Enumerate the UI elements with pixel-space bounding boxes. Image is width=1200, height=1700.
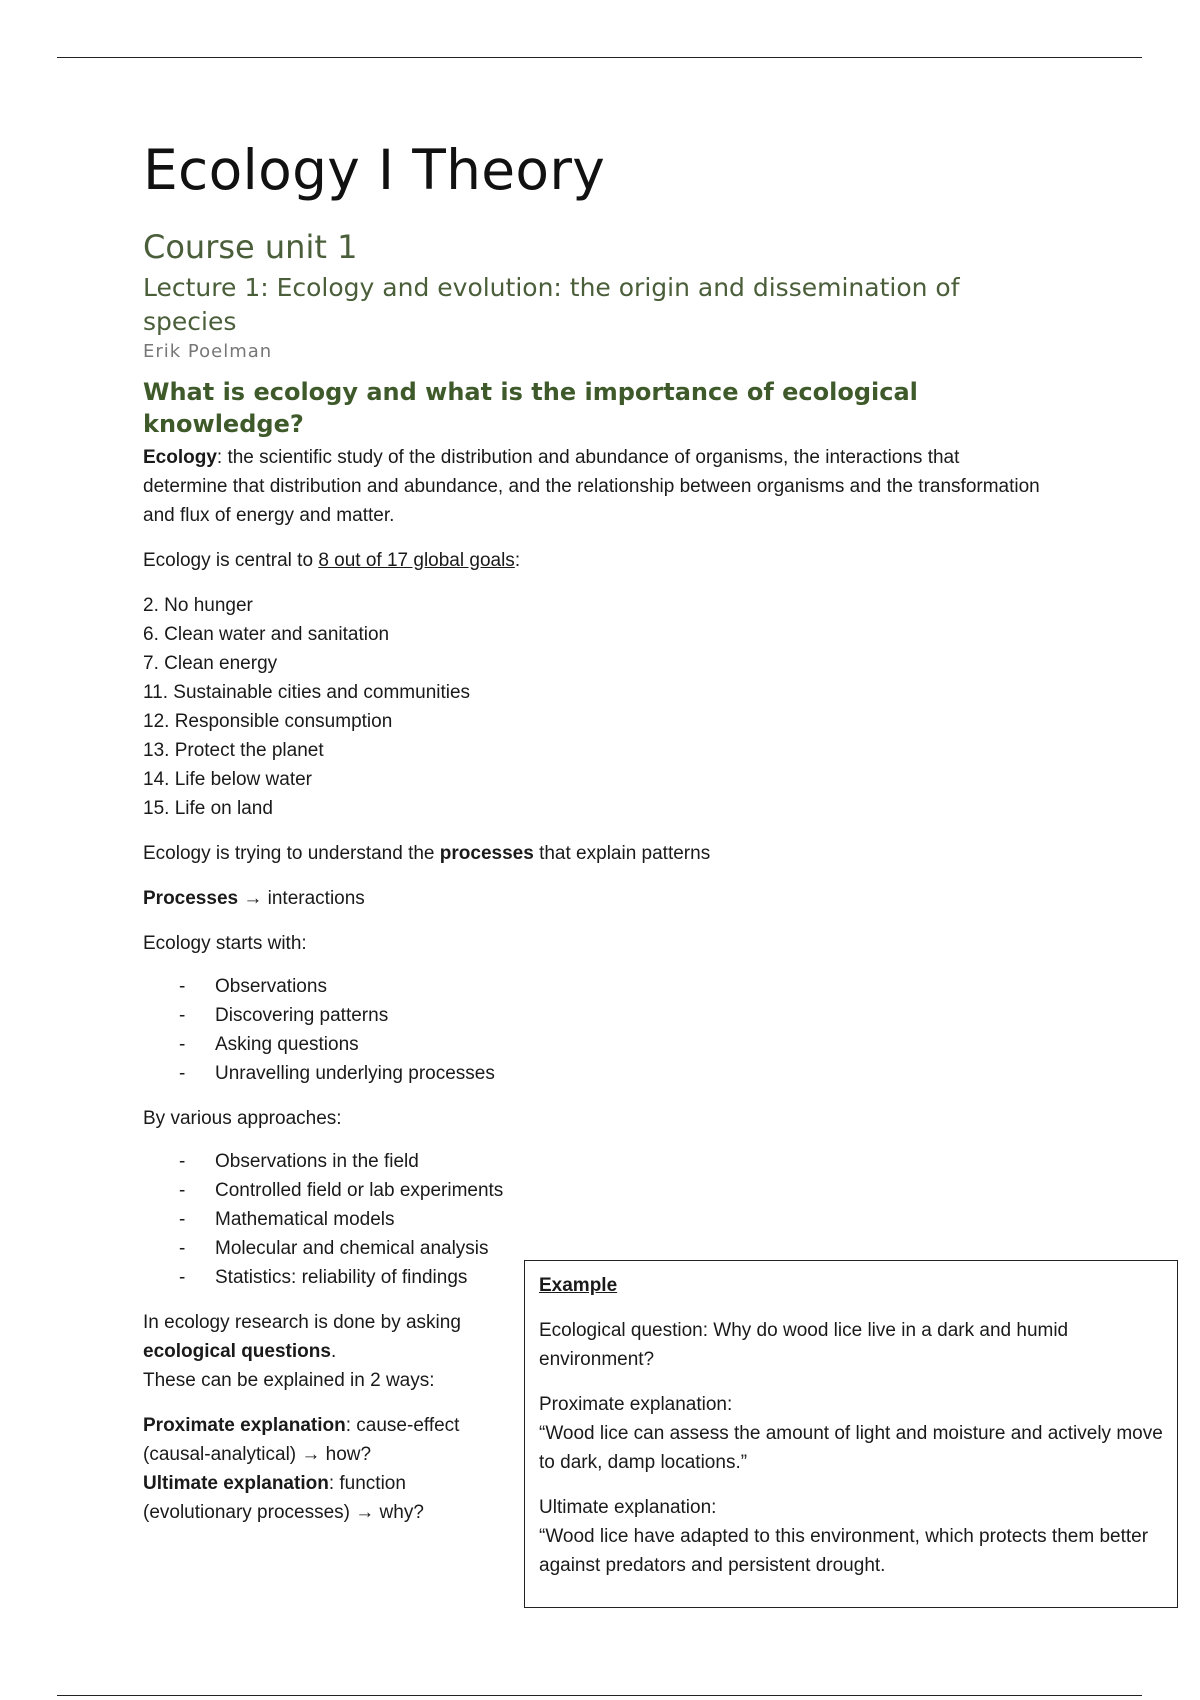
course-unit-heading: Course unit 1 [143, 227, 358, 266]
example-proximate-label: Proximate explanation: [539, 1394, 733, 1415]
list-item: - Asking questions [179, 1030, 1043, 1059]
example-question: Ecological question: Why do wood lice live in a dark and humid environment? [539, 1320, 1069, 1370]
ecological-questions-bold: ecological questions [143, 1340, 331, 1362]
list-item: - Controlled field or lab experiments [179, 1176, 1043, 1205]
example-title: Example [539, 1275, 618, 1296]
list-item: - Molecular and chemical analysis [179, 1234, 1043, 1263]
processes-prefix: Ecology is trying to understand the [143, 842, 440, 864]
definition-term: Ecology [143, 446, 217, 468]
list-item: 14. Life below water [143, 768, 312, 790]
approaches-label: By various approaches: [143, 1107, 342, 1129]
example-ultimate-label: Ultimate explanation: [539, 1497, 717, 1518]
research-line2: These can be explained in 2 ways: [143, 1369, 435, 1391]
goals-intro-prefix: Ecology is central to [143, 549, 319, 571]
example-ultimate-text: “Wood lice have adapted to this environment, which protects them better against predators and persistent drought. [539, 1526, 1149, 1576]
starts-with-list [143, 972, 1043, 1088]
list-item: - Unravelling underlying processes [179, 1059, 1043, 1088]
list-item: 11. Sustainable cities and communities [143, 681, 471, 703]
proximate-text: : cause-effect (causal-analytical) → how? [143, 1414, 460, 1465]
list-item: - Observations [179, 972, 1043, 1001]
list-item: - Observations in the field [179, 1147, 1043, 1176]
bottom-rule [57, 1695, 1142, 1696]
research-line1-end: . [330, 1340, 337, 1362]
global-goals-link[interactable]: 8 out of 17 global goals [318, 549, 515, 571]
top-rule [57, 57, 1142, 58]
list-item: - Discovering patterns [179, 1001, 1043, 1030]
ecology-definition [143, 443, 1043, 530]
research-line1: In ecology research is done by asking [143, 1311, 461, 1333]
explanations-column [143, 1308, 483, 1527]
list-item: 6. Clean water and sanitation [143, 623, 390, 645]
list-item: 13. Protect the planet [143, 739, 324, 761]
processes-bold: processes [439, 842, 534, 864]
list-item: 7. Clean energy [143, 652, 278, 674]
author-name: Erik Poelman [143, 340, 273, 362]
starts-with-label: Ecology starts with: [143, 932, 307, 954]
goals-intro [143, 546, 1043, 575]
processes-arrow-bold: Processes [143, 887, 239, 909]
section-heading: What is ecology and what is the importance of ecological knowledge? [143, 377, 918, 439]
list-item: - Mathematical models [179, 1205, 1043, 1234]
goals-intro-suffix: : [514, 549, 521, 571]
document-title: Ecology I Theory [143, 138, 606, 202]
global-goals-list [143, 591, 1043, 823]
processes-arrow-rest: → interactions [238, 887, 365, 909]
processes-suffix: that explain patterns [533, 842, 711, 864]
example-proximate-text: “Wood lice can assess the amount of light and moisture and actively move to dark, damp locations.” [539, 1423, 1163, 1473]
list-item: 2. No hunger [143, 594, 253, 616]
list-item: 15. Life on land [143, 797, 273, 819]
proximate-bold: Proximate explanation [143, 1414, 346, 1436]
explanations-paragraph [143, 1411, 483, 1527]
processes-arrow-line [143, 884, 1043, 913]
ultimate-text: : function (evolutionary processes) → why? [143, 1472, 424, 1523]
example-box [524, 1260, 1178, 1608]
ultimate-bold: Ultimate explanation [143, 1472, 329, 1494]
processes-sentence [143, 839, 1043, 868]
list-item: 12. Responsible consumption [143, 710, 393, 732]
research-paragraph [143, 1308, 483, 1395]
definition-text: : the scientific study of the distribution and abundance of organisms, the interactions that determine that distribution and abundance, and the relationship between organisms and the transformation and flux of energy and matter. [143, 446, 1040, 526]
lecture-heading: Lecture 1: Ecology and evolution: the origin and dissemination of species [143, 273, 960, 337]
list-item: - Statistics: reliability of findings [179, 1263, 1043, 1292]
